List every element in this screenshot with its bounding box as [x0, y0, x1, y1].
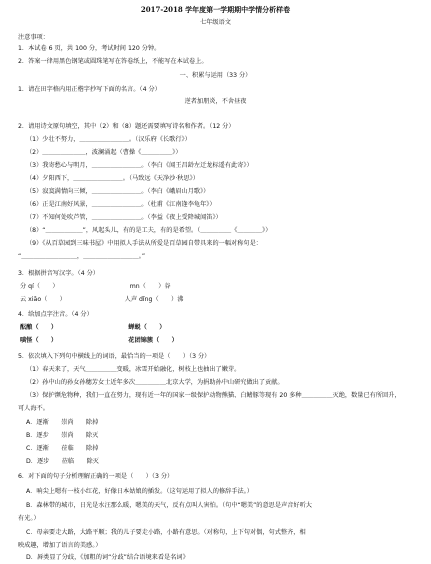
question-2-line-3: （3）我寄愁心与明月，＿＿＿＿＿＿＿＿。（李白《闻王昌龄左迁龙标遥有此寄》） — [26, 162, 253, 169]
question-6-option-c: C．母亲要走大路，大路平顺；我的儿子要走小路，小路有意思。（对称句，上下句对偶，句式整齐，相 — [26, 529, 306, 536]
question-1: 1．请在田字格内用正楷字抄写下面的名言。（4 分） — [18, 86, 161, 93]
question-2-line-8: （8）“＿＿＿＿＿＿”，风起头儿，有的是工夫，有的是希望。（＿＿＿＿＿《＿＿＿＿》） — [26, 227, 272, 234]
notice-item-2: 2．答案一律用黑色钢笔或圆珠笔写在答卷纸上，不能写在本试卷上。 — [18, 58, 208, 65]
question-6-option-b-cont: 有光。） — [18, 515, 40, 522]
question-4-row-1: 酝酿（ ） 蝉蜕（ ） — [20, 324, 166, 331]
question-6: 6．对下面的句子分析理解正确的一项是（ ）（3 分） — [18, 473, 174, 480]
question-2-line-5: （5）寂寞满情向三倾，＿＿＿＿＿＿＿＿。（李白《峨眉山月歌》） — [26, 188, 210, 195]
question-2-line-9: （9）《从百草园到三味书屋》中用拟人手法从所爱是百草园自带具来的一幅对称句是： — [26, 240, 262, 247]
question-5-option-a: A．逐渐 崇尚 除掉 — [26, 419, 99, 426]
question-5-line-1: （1）春天来了，天气＿＿＿＿＿变暖，冰雪开始融化，树枝上也抽出了嫩芽。 — [26, 366, 241, 373]
question-3-row-1: 分 qí（ ） mn（ ）谷 — [20, 283, 171, 290]
question-3: 3．根据拼音写汉字。（4 分） — [18, 270, 99, 277]
question-5-option-b: B．逐步 崇尚 除灭 — [26, 432, 99, 439]
question-2-line-7: （7）不知何处吹芦管，＿＿＿＿＿＿＿＿。（李益《夜上受降城闻笛》） — [26, 214, 222, 221]
exam-subtitle: 七年级语文 — [200, 19, 231, 26]
question-2-line-10: “＿＿＿＿＿＿＿＿＿，＿＿＿＿＿＿＿＿＿。” — [18, 253, 146, 260]
notice-item-1: 1．本试卷 6 页，共 100 分，考试时间 120 分钟。 — [18, 45, 161, 52]
question-5-line-2: （2）孙中山的孙女孙穗芳女士近年多次＿＿＿＿＿北京大学，为捐助孙中山研究做出了贡献。 — [26, 379, 284, 386]
question-4-row-2: 嗔怪（ ） 花团锦簇（ ） — [20, 337, 178, 344]
notice-heading: 注意事项： — [18, 34, 49, 41]
question-2-line-4: （4）夕阳西下，＿＿＿＿＿＿＿＿。（马致远《天净沙·秋思》） — [26, 175, 199, 182]
question-6-option-c-cont: 映成趣，增加了语言的美感。） — [18, 542, 102, 549]
question-5: 5．依次填入下列句中横线上的词语，最恰当的一项是（ ）（3 分） — [18, 353, 211, 360]
question-6-option-b: B．森林带的城市，日光是水汪那么暖，嗯美的天气，反有点叫人害怕。（句中“嗯美”的意思是声音好听大 — [26, 502, 312, 509]
section-heading: 一、积累与运用（33 分） — [179, 72, 252, 79]
question-5-line-4: 可人海不。 — [18, 405, 49, 412]
exam-title: 2017-2018 学年度第一学期期中学情分析样卷 — [140, 5, 291, 14]
question-5-option-d: D．逐步 莅临 除灭 — [26, 458, 99, 465]
question-4: 4．给加点字注音。（4 分） — [18, 311, 93, 318]
question-5-line-3: （3）保护濒危物种，我们一直在努力，现有近一年的国家一级保护动物熊猫、白鳍豚等现有 20 多种＿＿＿＿＿灭绝，数量已有所回升， — [26, 392, 401, 399]
question-2-line-6: （6）正是江南好风景，＿＿＿＿＿＿＿＿。（杜甫《江南逢李龟年》） — [26, 201, 216, 208]
question-3-row-2: 云 xiāo（ ） 人声 dǐng（ ）沸 — [20, 296, 184, 303]
question-2-line-2: （2）＿＿＿＿＿＿＿，波澜涌起（曹操《＿＿＿＿＿》） — [26, 149, 182, 156]
question-5-option-c: C．逐渐 莅临 除掉 — [26, 445, 99, 452]
question-6-option-a: A．响尖上嗯有一枝小红花，好像日本姑娘的插发。（这句运用了拟人的修辞手法。） — [26, 488, 253, 495]
question-6-option-d: D．唇类显了分歧，《加粗的词“分歧”结合语境来看是名词》 — [26, 554, 189, 561]
question-2: 2．请用诗文原句填空，其中（2）和（8）题还需要填写诗名和作者。（12 分） — [18, 123, 235, 130]
question-1-quote: 逆者加朋炎，不舍昼夜 — [184, 98, 247, 105]
question-2-line-1: （1）少壮不努力，＿＿＿＿＿＿＿＿。（汉乐府《长歌行》） — [26, 136, 191, 143]
